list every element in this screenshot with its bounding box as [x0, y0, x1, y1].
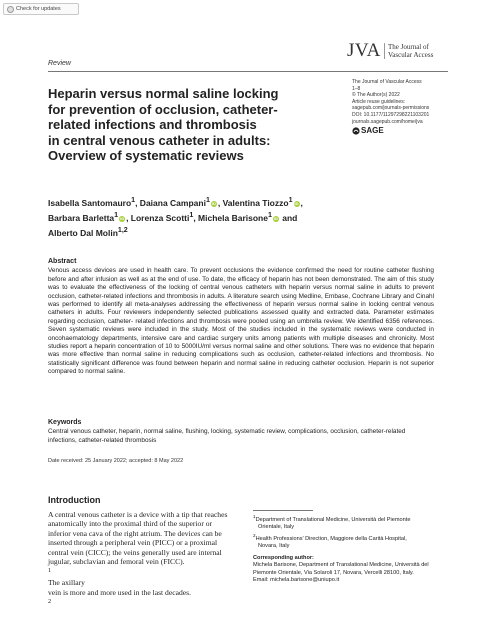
orcid-icon[interactable]: iD	[294, 200, 299, 206]
journal-logo	[347, 40, 447, 68]
journal-logo-mark: JVA	[347, 40, 381, 61]
publication-info	[352, 79, 452, 125]
author-list	[48, 194, 348, 238]
pub-permissions-link[interactable]: sagepub.com/journals-permissions	[352, 105, 430, 112]
orcid-icon[interactable]: iD	[120, 215, 125, 221]
pub-copyright: © The Author(s) 2022	[352, 92, 400, 99]
pub-journal: The Journal of Vascular Access	[352, 79, 422, 85]
sage-logo-text: SAGE	[361, 126, 384, 135]
received-accepted-dates: Date received: 25 January 2022; accepted: 8 May 2022	[48, 458, 184, 464]
citation-ref[interactable]: 2	[48, 598, 52, 606]
pub-doi[interactable]: DOI: 10.1177/11297298221103201	[352, 111, 430, 118]
orcid-icon[interactable]: iD	[273, 215, 278, 221]
affiliation-2: $^2$Health Professions’ Direction, Maggiore della Carità Hospital,	[253, 532, 407, 542]
affiliation-1: $^1$Department of Translational Medicine, Università del Piemonte	[253, 514, 411, 523]
corresponding-author-label: Corresponding author:	[253, 554, 314, 561]
corresponding-author-line: Piemonte Orientale, Via Solaroli 17, Novara, Vercelli 28100, Italy.	[253, 569, 414, 576]
keywords-section	[48, 419, 434, 445]
author-line: Barbara Barletta$^1$ iD , Lorenza Scotti$^1$, Michela Barisone$^1$ iD and	[48, 210, 298, 223]
updates-icon	[7, 6, 14, 13]
affiliation-footnotes: $^1$Department of Translational Medicine, Università del Piemonte Orientale, Italy $^2$Health Professions’ Direction, Maggiore della Carità Hospital, Novara, Italy Corresponding author: Michela Barisone, Department of Translational Medicine, Università del Piemonte Orientale, Via Solaroli 17, Novara, Vercelli 28100, Italy. Email: michela.barisone@uniupo.it	[253, 510, 453, 585]
author-line: Alberto Dal Molin$^{1,2}$	[48, 225, 128, 238]
corresponding-author-email[interactable]: Email: michela.barisone@uniupo.it	[253, 577, 340, 584]
journal-name: The Journal of Vascular Access	[384, 43, 448, 59]
abstract-text: Venous access devices are used in health care. To prevent occlusions the evidence confirmed the need for routine catheter flushing before and after infusion as well as at the end of use. To date, the efficacy of heparin has not been demonstrated. The aim of this study was to evaluate the effectiveness of the locking of central venous catheters with heparin versus normal saline in adults to prevent occlusion, catheter-related infections and thrombosis in adults. A literature search using Medline, Embase, Cochrane Library and Cinahl was performed to identify all meta-analyses addressing the effectiveness of heparin versus normal saline in locking central venous catheters in adults. Four reviewers independently selected publications assessed quality and extracted data. Parameter estimates regarding occlusion, catheter- related infections and thrombosis were pooled using an umbrella review. We identified 6356 references. Seven systematic reviews were included in the study. Most of the studies included in the systematic reviews were conducted in oncohaematology departments, intensive care and cardiac surgery units among patients with multiple diseases and chronicity. Most studies report a heparin concentration of 10 to 5000IU/ml versus normal saline and other solutions. There was no evidence that heparin was more effective than normal saline in reducing complications such as occlusion, catheter-related infections and thrombosis. No statistically significant difference was found between heparin and normal saline in reducing catheter occlusion. Heparin is not superior compared to normal saline.	[48, 267, 434, 376]
author-line: Isabella Santomauro$^1$, Daiana Campani$^1$ iD , Valentina Tiozzo$^1$ iD ,	[48, 196, 303, 208]
check-for-updates-label: Check for updates	[16, 6, 61, 12]
corresponding-author-line: Michela Barisone, Department of Translational Medicine, Università del	[253, 562, 429, 569]
pub-reuse-label: Article reuse guidelines:	[352, 98, 406, 105]
orcid-icon[interactable]: iD	[211, 200, 216, 206]
keywords-heading: Keywords	[48, 419, 82, 426]
keywords-text: Central venous catheter, heparin, normal saline, flushing, locking, systematic review, complications, occlusion, catheter-related infections, catheter-related thrombosis	[48, 428, 406, 444]
pub-pages: 1–8	[352, 85, 361, 92]
citation-ref[interactable]: 1	[48, 567, 52, 575]
sage-logo-icon	[352, 127, 360, 135]
header-divider	[48, 71, 448, 72]
introduction-heading: Introduction	[48, 495, 101, 505]
abstract-section	[48, 258, 434, 377]
footnote-divider	[253, 510, 313, 511]
check-for-updates-badge[interactable]	[3, 3, 79, 15]
introduction-text: A central venous catheter is a device with a tip that reaches anatomically into the proximal third of the superior or inferior vena cava of the right atrium. The devices can be inserted through a peripheral vein (PICC) or a proximal central vein (CICC); the veins generally used are internal jugular, subclavian and femoral vein (FICC). $^1$ The axillary vein is more and more used in the last decades. $^2$	[48, 510, 228, 606]
abstract-heading: Abstract	[48, 258, 77, 265]
pub-home-link[interactable]: journals.sagepub.com/home/jva	[352, 118, 423, 125]
article-title: Heparin versus normal saline locking for prevention of occlusion, catheter- related infections and thrombosis in central venous catheter in adults: Overview of systematic reviews	[48, 86, 279, 163]
sage-logo	[352, 126, 384, 135]
article-type-label: Review	[48, 60, 71, 67]
